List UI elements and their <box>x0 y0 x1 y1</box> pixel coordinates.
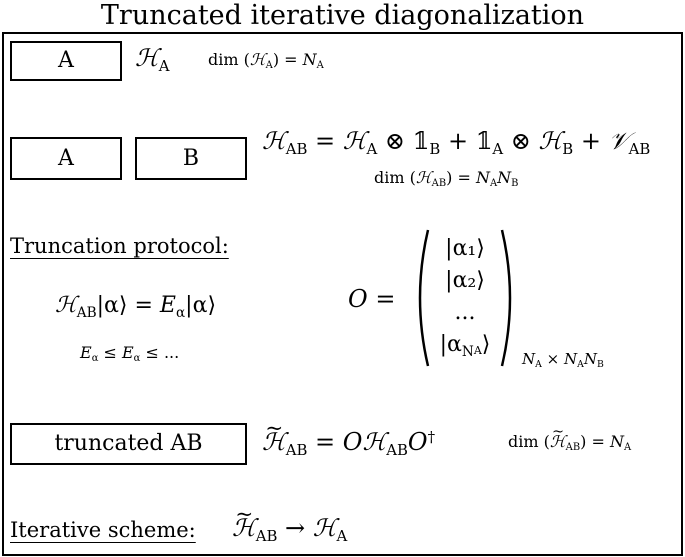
matrix-entry-1: |α₁⟩ <box>445 236 485 261</box>
o-equals: O = <box>348 285 396 313</box>
dim-ab-equation: dim (ℋ$_{AB}$) = $N_AN_B$ <box>374 168 519 190</box>
box-a-label: A <box>58 48 74 73</box>
eigen-equation: ℋ$_{AB}$|α⟩ = $E_\alpha|\alpha⟩$ <box>55 293 217 321</box>
box-b <box>135 137 247 180</box>
box-truncated-label: truncated AB <box>54 431 203 456</box>
hamiltonian-ab-equation: ℋ$_{AB}$ = ℋ$_A$ ⊗ $𝟙_B$ + $𝟙_A$ ⊗ ℋ$_B$ + 𝒱$_{AB}$ <box>262 127 651 159</box>
page-title: Truncated iterative diagonalization <box>100 0 585 31</box>
energy-ordering: $E_\alpha \le E_\alpha$ ≤ ... <box>80 343 180 365</box>
matrix-entry-4: $|\alpha_NA⟩$ <box>439 332 491 360</box>
truncated-hamiltonian-equation: ~ ℋ$_{AB}$ = Oℋ$_{AB}$O† <box>262 428 435 456</box>
matrix-dimension: $N_A \times N_AN_B$ <box>522 350 604 371</box>
iterative-heading: Iterative scheme: <box>10 518 196 542</box>
box-truncated-ab <box>10 423 247 465</box>
matrix-entry-3: ... <box>454 300 476 325</box>
box-a-coupled <box>10 137 122 180</box>
matrix-entry-2: |α₂⟩ <box>445 268 485 293</box>
dim-truncated-equation: dim (~ ℋ$_{AB}$) = $N_A$ <box>508 432 631 451</box>
hamiltonian-a: ℋ$_A$ <box>135 44 170 76</box>
iterative-equation: ~ ℋ$_{AB}$ → ℋ$_A$ <box>232 514 347 542</box>
box-b-label: B <box>182 146 200 171</box>
box-a <box>10 41 122 81</box>
truncation-heading: Truncation protocol: <box>10 234 229 258</box>
box-a-coupled-label: A <box>58 146 74 171</box>
dim-a-equation: dim (ℋ$_A$) = $N_A$ <box>208 50 324 72</box>
